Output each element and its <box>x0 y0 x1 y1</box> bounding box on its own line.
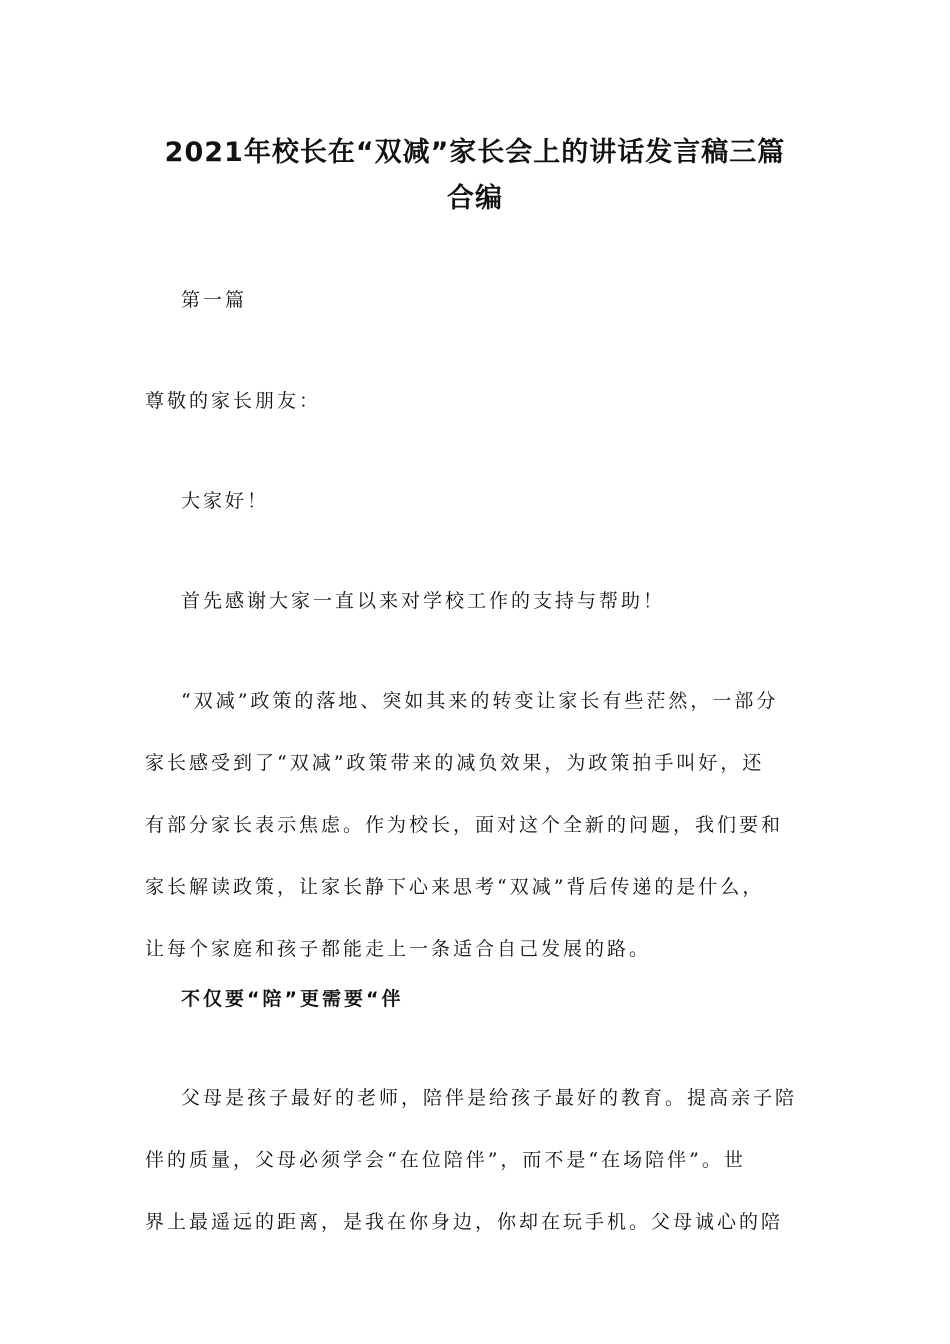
paragraph-line: 界上最遥远的距离，是我在你身边，你却在玩手机。父母诚心的陪 <box>145 1211 784 1233</box>
paragraph-line: 伴的质量，父母必须学会“在位陪伴”，而不是“在场陪伴”。世 <box>145 1149 746 1171</box>
section-label: 第一篇 <box>181 289 248 311</box>
greeting: 大家好！ <box>181 490 270 512</box>
thanks-paragraph: 首先感谢大家一直以来对学校工作的支持与帮助！ <box>181 590 666 612</box>
paragraph-line: “双减”政策的落地、突如其来的转变让家长有些茫然，一部分 <box>181 690 779 712</box>
paragraph-line: 家长解读政策，让家长静下心来思考“双减”背后传递的是什么， <box>145 876 765 898</box>
document-title <box>145 130 805 222</box>
paragraph-line: 有部分家长表示焦虑。作为校长，面对这个全新的问题，我们要和 <box>145 814 784 836</box>
paragraph-line: 父母是孩子最好的老师，陪伴是给孩子最好的教育。提高亲子陪 <box>181 1087 798 1109</box>
paragraph-double-reduction <box>145 686 805 996</box>
section-heading: 不仅要“陪”更需要“伴 <box>181 988 404 1010</box>
title-line-1: 2021年校长在“双减”家长会上的讲话发言稿三篇 <box>164 137 786 168</box>
salutation: 尊敬的家长朋友： <box>145 390 322 412</box>
paragraph-line: 家长感受到了“双减”政策带来的减负效果，为政策拍手叫好，还 <box>145 752 765 774</box>
paragraph-line: 让每个家庭和孩子都能走上一条适合自己发展的路。 <box>145 938 652 960</box>
paragraph-companionship <box>145 1083 805 1269</box>
title-line-2: 合编 <box>447 183 503 214</box>
